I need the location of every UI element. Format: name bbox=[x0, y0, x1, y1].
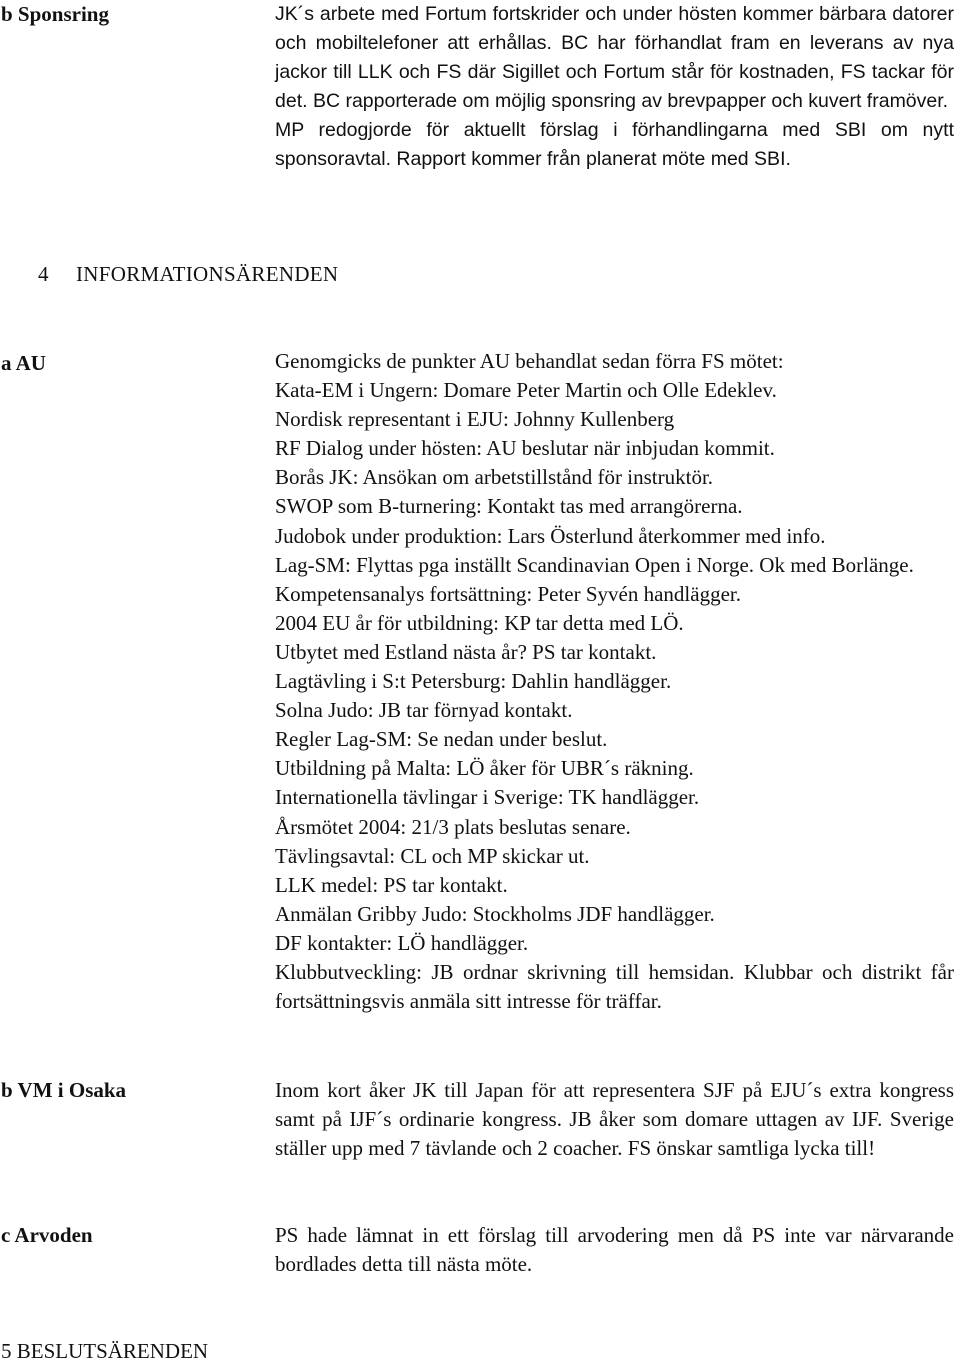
list-item: Anmälan Gribby Judo: Stockholms JDF handlägger. bbox=[275, 901, 715, 926]
section-5-heading: 5 BESLUTSÄRENDEN bbox=[1, 1339, 209, 1363]
arvoden-paragraph: PS hade lämnat in ett förslag till arvodering men då PS inte var närvarande bordlades detta till nästa möte. bbox=[275, 1223, 954, 1276]
vm-label: b VM i Osaka bbox=[1, 1078, 127, 1102]
list-item: Internationella tävlingar i Sverige: TK handlägger. bbox=[275, 785, 700, 810]
list-item: Lag-SM: Flyttas pga inställt Scandinavian Open i Norge. Ok med Borlänge. bbox=[275, 552, 914, 577]
vm-body bbox=[275, 1076, 954, 1163]
list-item: SWOP som B-turnering: Kontakt tas med arrangörerna. bbox=[275, 494, 743, 519]
list-item: Kompetensanalys fortsättning: Peter Syvén handlägger. bbox=[275, 581, 741, 606]
list-item: LLK medel: PS tar kontakt. bbox=[275, 872, 508, 897]
list-item: Lagtävling i S:t Petersburg: Dahlin handlägger. bbox=[275, 669, 672, 694]
au-label: a AU bbox=[1, 351, 46, 375]
list-item: RF Dialog under hösten: AU beslutar när inbjudan kommit. bbox=[275, 436, 775, 461]
au-items-list bbox=[275, 347, 954, 1016]
sponsring-body bbox=[275, 0, 954, 174]
section-4-title: INFORMATIONSÄRENDEN bbox=[76, 262, 339, 286]
list-item: Klubbutveckling: JB ordnar skrivning till hemsidan. Klubbar och distrikt får fortsättningsvis anmäla sitt intresse för träffar. bbox=[275, 959, 954, 1014]
list-item: Utbytet med Estland nästa år? PS tar kontakt. bbox=[275, 639, 657, 664]
list-item: 2004 EU år för utbildning: KP tar detta med LÖ. bbox=[275, 610, 684, 635]
sponsring-label: b Sponsring bbox=[1, 2, 109, 26]
list-item: Genomgicks de punkter AU behandlat sedan förra FS mötet: bbox=[275, 349, 784, 373]
arvoden-label: c Arvoden bbox=[1, 1223, 93, 1247]
list-item: Solna Judo: JB tar förnyad kontakt. bbox=[275, 698, 573, 723]
list-item: Nordisk representant i EJU: Johnny Kullenberg bbox=[275, 407, 675, 432]
sponsring-paragraph-1: JK´s arbete med Fortum fortskrider och under hösten kommer bärbara datorer och mobiltelefoner att erhållas. BC har förhandlat fram en leverans av nya jackor till LLK och FS där Sigillet och Fortum står för kostnaden, FS tackar för det. BC rapporterade om möjlig sponsring av brevpapper och kuvert framöver. bbox=[275, 3, 954, 112]
vm-paragraph: Inom kort åker JK till Japan för att representera SJF på EJU´s extra kongress samt på IJF´s ordinarie kongress. JB åker som domare uttagen av IJF. Sverige ställer upp med 7 tävlande och 2 coacher. FS önskar samtliga lycka till! bbox=[275, 1078, 954, 1160]
list-item: DF kontakter: LÖ handlägger. bbox=[275, 930, 529, 955]
list-item: Tävlingsavtal: CL och MP skickar ut. bbox=[275, 843, 590, 868]
section-4-heading bbox=[38, 260, 338, 288]
arvoden-body bbox=[275, 1221, 954, 1279]
list-item: Borås JK: Ansökan om arbetstillstånd för instruktör. bbox=[275, 465, 714, 490]
list-item: Årsmötet 2004: 21/3 plats beslutas senare. bbox=[275, 814, 631, 839]
list-item: Kata-EM i Ungern: Domare Peter Martin och Olle Edeklev. bbox=[275, 378, 777, 403]
list-item: Judobok under produktion: Lars Österlund återkommer med info. bbox=[275, 523, 826, 548]
au-body bbox=[275, 347, 954, 1016]
sponsring-paragraph-2: MP redogjorde för aktuellt förslag i förhandlingarna med SBI om nytt sponsoravtal. Rapport kommer från planerat möte med SBI. bbox=[275, 119, 954, 170]
section-4-number: 4 bbox=[38, 262, 49, 286]
list-item: Utbildning på Malta: LÖ åker för UBR´s räkning. bbox=[275, 756, 694, 781]
list-item: Regler Lag-SM: Se nedan under beslut. bbox=[275, 727, 608, 752]
